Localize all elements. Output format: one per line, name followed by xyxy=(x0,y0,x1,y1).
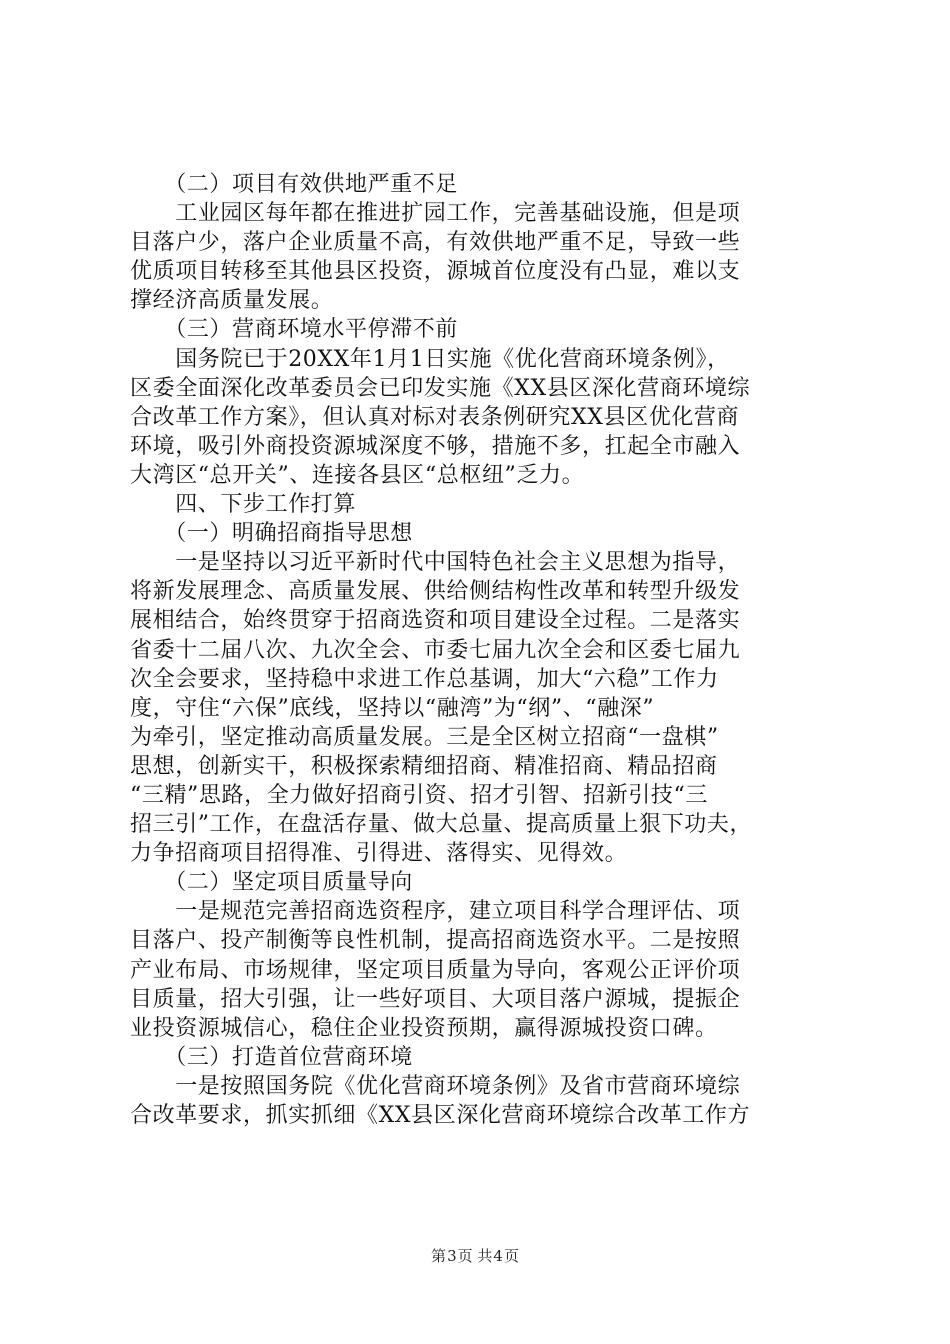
text-line: 合改革要求，抓实抓细《XX县区深化营商环境综合改革工作方 xyxy=(130,1103,751,1128)
text-line: 一是按照国务院《优化营商环境条例》及省市营商环境综 xyxy=(130,1073,741,1099)
text-line: 度，守住“六保”底线，坚持以“融湾”为“纲”、“融深” xyxy=(130,695,655,721)
text-line: 合改革工作方案》，但认真对标对表条例研究XX县区优化营商 xyxy=(130,404,740,430)
text-line: 大湾区“总开关”、连接各县区“总枢纽”乏力。 xyxy=(130,462,585,488)
text-line: 优质项目转移至其他县区投资，源城首位度没有凸显，难以支 xyxy=(130,259,741,285)
footer-prefix: 第 xyxy=(431,1247,447,1265)
text-line: （三）打造首位营商环境 xyxy=(130,1044,413,1070)
current-page-number: 3 xyxy=(447,1247,457,1265)
total-page-number: 4 xyxy=(493,1247,503,1265)
text-line: 一是规范完善招商选资程序，建立项目科学合理评估、项 xyxy=(130,899,741,925)
text-line: 撑经济高质量发展。 xyxy=(130,288,334,314)
text-line: （二）项目有效供地严重不足 xyxy=(130,172,459,197)
text-line: 目落户、投产制衡等良性机制，提高招商选资水平。二是按照 xyxy=(130,928,741,954)
text-line: 为牵引，坚定推动高质量发展。三是全区树立招商“一盘棋” xyxy=(130,724,719,750)
text-line: 产业布局、市场规律，坚定项目质量为导向，客观公正评价项 xyxy=(130,957,741,983)
text-line: 工业园区每年都在推进扩园工作，完善基础设施，但是项 xyxy=(130,201,741,227)
footer-suffix: 页 xyxy=(503,1247,519,1265)
text-line: 环境，吸引外商投资源城深度不够，措施不多，扛起全市融入 xyxy=(130,433,741,459)
footer-middle: 页 共 xyxy=(457,1247,493,1265)
text-line: （二）坚定项目质量导向 xyxy=(130,870,413,896)
text-line: 一是坚持以习近平新时代中国特色社会主义思想为指导， xyxy=(130,550,741,576)
text-line: 次全会要求，坚持稳中求进工作总基调，加大“六稳”工作力 xyxy=(130,666,719,692)
text-line: 思想，创新实干，积极探索精细招商、精准招商、精品招商 xyxy=(130,753,718,779)
text-line: 区委全面深化改革委员会已印发实施《XX县区深化营商环境综 xyxy=(130,375,751,401)
text-line: 力争招商项目招得准、引得进、落得实、见得效。 xyxy=(130,841,628,867)
text-line: 省委十二届八次、九次全会、市委七届九次全会和区委七届九 xyxy=(130,637,741,663)
text-line: 目落户少，落户企业质量不高，有效供地严重不足，导致一些 xyxy=(130,230,741,256)
text-line: 四、下步工作打算 xyxy=(130,492,357,518)
text-line: “三精”思路，全力做好招商引资、招才引智、招新引技“三 xyxy=(130,782,708,808)
text-line: 国务院已于20XX年1月1日实施《优化营商环境条例》， xyxy=(130,346,730,372)
text-line: 招三引”工作，在盘活存量、做大总量、提高质量上狠下功夫， xyxy=(130,812,753,838)
text-line: （三）营商环境水平停滞不前 xyxy=(130,317,459,343)
text-line: 目质量，招大引强，让一些好项目、大项目落户源城，提振企 xyxy=(130,986,741,1012)
text-line: （一）明确招商指导思想 xyxy=(130,521,413,547)
text-line: 将新发展理念、高质量发展、供给侧结构性改革和转型升级发 xyxy=(130,579,741,605)
page-footer xyxy=(0,1245,950,1266)
text-line: 展相结合，始终贯穿于招商选资和项目建设全过程。二是落实 xyxy=(130,608,741,634)
document-body xyxy=(130,170,830,1130)
text-line: 业投资源城信心，稳住企业投资预期，赢得源城投资口碑。 xyxy=(130,1015,718,1041)
